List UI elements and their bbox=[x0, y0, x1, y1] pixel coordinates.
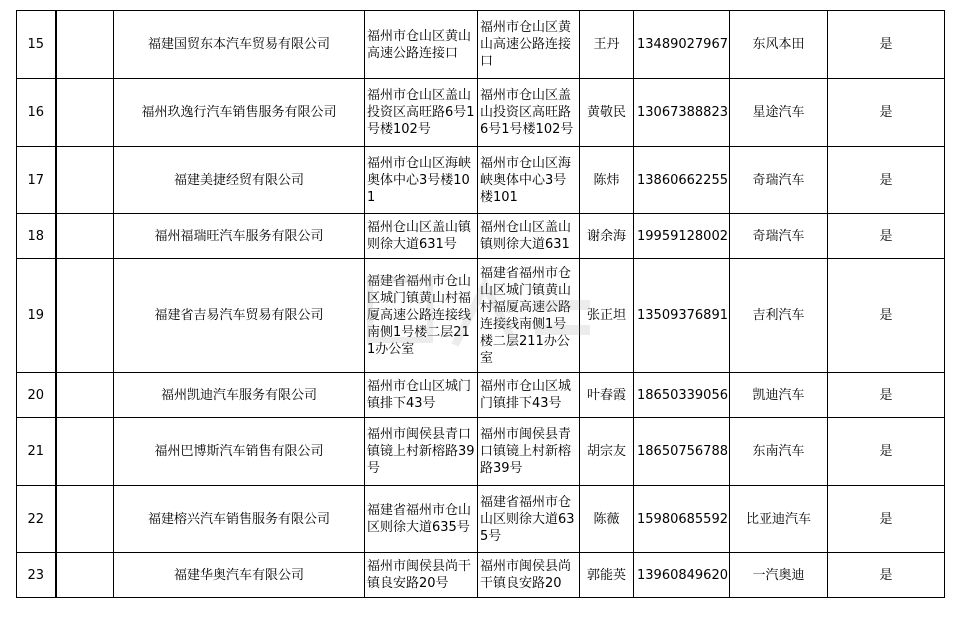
car-brand: 一汽奥迪 bbox=[730, 553, 828, 598]
table-row bbox=[17, 79, 945, 147]
company-name: 福州玖逸行汽车销售服务有限公司 bbox=[114, 79, 365, 147]
business-address: 福州市闽侯县青口镇镜上村新榕路39号 bbox=[478, 418, 580, 486]
business-address: 福建省福州市仓山区城门镇黄山村福厦高速公路连接线南侧1号楼二层211办公室 bbox=[478, 259, 580, 373]
table-row bbox=[17, 373, 945, 418]
table-row bbox=[17, 259, 945, 373]
company-name: 福建国贸东本汽车贸易有限公司 bbox=[114, 11, 365, 79]
registered-address: 福建省福州市仓山区则徐大道635号 bbox=[365, 486, 478, 553]
contact-person: 陈炜 bbox=[580, 147, 634, 214]
contact-phone: 13860662255 bbox=[634, 147, 730, 214]
table-body bbox=[17, 11, 945, 598]
registered-address: 福建省福州市仓山区城门镇黄山村福厦高速公路连接线南侧1号楼二层211办公室 bbox=[365, 259, 478, 373]
car-brand: 东南汽车 bbox=[730, 418, 828, 486]
row-number: 20 bbox=[17, 373, 56, 418]
car-brand: 凯迪汽车 bbox=[730, 373, 828, 418]
contact-person: 胡宗友 bbox=[580, 418, 634, 486]
registered-address: 福州仓山区盖山镇则徐大道631号 bbox=[365, 214, 478, 259]
table-row bbox=[17, 486, 945, 553]
row-number: 17 bbox=[17, 147, 56, 214]
dealer-table bbox=[16, 10, 945, 598]
registered-address: 福州市仓山区海峡奥体中心3号楼101 bbox=[365, 147, 478, 214]
registered-address: 福州市仓山区黄山高速公路连接口 bbox=[365, 11, 478, 79]
car-brand: 比亚迪汽车 bbox=[730, 486, 828, 553]
registered-address: 福州市闽侯县尚干镇良安路20号 bbox=[365, 553, 478, 598]
car-brand: 星途汽车 bbox=[730, 79, 828, 147]
table-row bbox=[17, 418, 945, 486]
car-brand: 吉利汽车 bbox=[730, 259, 828, 373]
contact-phone: 18650756788 bbox=[634, 418, 730, 486]
contact-person: 谢余海 bbox=[580, 214, 634, 259]
contact-person: 陈薇 bbox=[580, 486, 634, 553]
qualified-flag: 是 bbox=[828, 486, 945, 553]
qualified-flag: 是 bbox=[828, 11, 945, 79]
car-brand: 奇瑞汽车 bbox=[730, 214, 828, 259]
row-number: 19 bbox=[17, 259, 56, 373]
qualified-flag: 是 bbox=[828, 553, 945, 598]
table-row bbox=[17, 11, 945, 79]
contact-person: 郭能英 bbox=[580, 553, 634, 598]
spacer-cell bbox=[56, 11, 114, 79]
business-address: 福州仓山区盖山镇则徐大道631 bbox=[478, 214, 580, 259]
qualified-flag: 是 bbox=[828, 373, 945, 418]
spacer-cell bbox=[56, 214, 114, 259]
spacer-cell bbox=[56, 553, 114, 598]
qualified-flag: 是 bbox=[828, 418, 945, 486]
row-number: 23 bbox=[17, 553, 56, 598]
row-number: 21 bbox=[17, 418, 56, 486]
qualified-flag: 是 bbox=[828, 147, 945, 214]
company-name: 福州凯迪汽车服务有限公司 bbox=[114, 373, 365, 418]
contact-person: 王丹 bbox=[580, 11, 634, 79]
contact-person: 黄敬民 bbox=[580, 79, 634, 147]
qualified-flag: 是 bbox=[828, 214, 945, 259]
qualified-flag: 是 bbox=[828, 259, 945, 373]
qualified-flag: 是 bbox=[828, 79, 945, 147]
car-brand: 奇瑞汽车 bbox=[730, 147, 828, 214]
business-address: 福州市仓山区黄山高速公路连接口 bbox=[478, 11, 580, 79]
spacer-cell bbox=[56, 259, 114, 373]
business-address: 福州市仓山区城门镇排下43号 bbox=[478, 373, 580, 418]
contact-phone: 18650339056 bbox=[634, 373, 730, 418]
table-row bbox=[17, 214, 945, 259]
contact-phone: 13489027967 bbox=[634, 11, 730, 79]
business-address: 福州市仓山区盖山投资区高旺路6号1号楼102号 bbox=[478, 79, 580, 147]
spacer-cell bbox=[56, 418, 114, 486]
business-address: 福建省福州市仓山区则徐大道635号 bbox=[478, 486, 580, 553]
row-number: 22 bbox=[17, 486, 56, 553]
company-name: 福州福瑞旺汽车服务有限公司 bbox=[114, 214, 365, 259]
contact-person: 张正坦 bbox=[580, 259, 634, 373]
registered-address: 福州市仓山区城门镇排下43号 bbox=[365, 373, 478, 418]
row-number: 16 bbox=[17, 79, 56, 147]
registered-address: 福州市闽侯县青口镇镜上村新榕路39号 bbox=[365, 418, 478, 486]
car-brand: 东风本田 bbox=[730, 11, 828, 79]
registered-address: 福州市仓山区盖山投资区高旺路6号1号楼102号 bbox=[365, 79, 478, 147]
contact-phone: 13067388823 bbox=[634, 79, 730, 147]
contact-phone: 13960849620 bbox=[634, 553, 730, 598]
contact-person: 叶春霞 bbox=[580, 373, 634, 418]
spacer-cell bbox=[56, 147, 114, 214]
row-number: 18 bbox=[17, 214, 56, 259]
spacer-cell bbox=[56, 79, 114, 147]
table-row bbox=[17, 553, 945, 598]
business-address: 福州市仓山区海峡奥体中心3号楼101 bbox=[478, 147, 580, 214]
company-name: 福州巴博斯汽车销售有限公司 bbox=[114, 418, 365, 486]
contact-phone: 13509376891 bbox=[634, 259, 730, 373]
contact-phone: 19959128002 bbox=[634, 214, 730, 259]
spacer-cell bbox=[56, 373, 114, 418]
company-name: 福建榕兴汽车销售服务有限公司 bbox=[114, 486, 365, 553]
company-name: 福建省吉易汽车贸易有限公司 bbox=[114, 259, 365, 373]
company-name: 福建美捷经贸有限公司 bbox=[114, 147, 365, 214]
table-row bbox=[17, 147, 945, 214]
company-name: 福建华奥汽车有限公司 bbox=[114, 553, 365, 598]
spacer-cell bbox=[56, 486, 114, 553]
contact-phone: 15980685592 bbox=[634, 486, 730, 553]
row-number: 15 bbox=[17, 11, 56, 79]
business-address: 福州市闽侯县尚干镇良安路20 bbox=[478, 553, 580, 598]
